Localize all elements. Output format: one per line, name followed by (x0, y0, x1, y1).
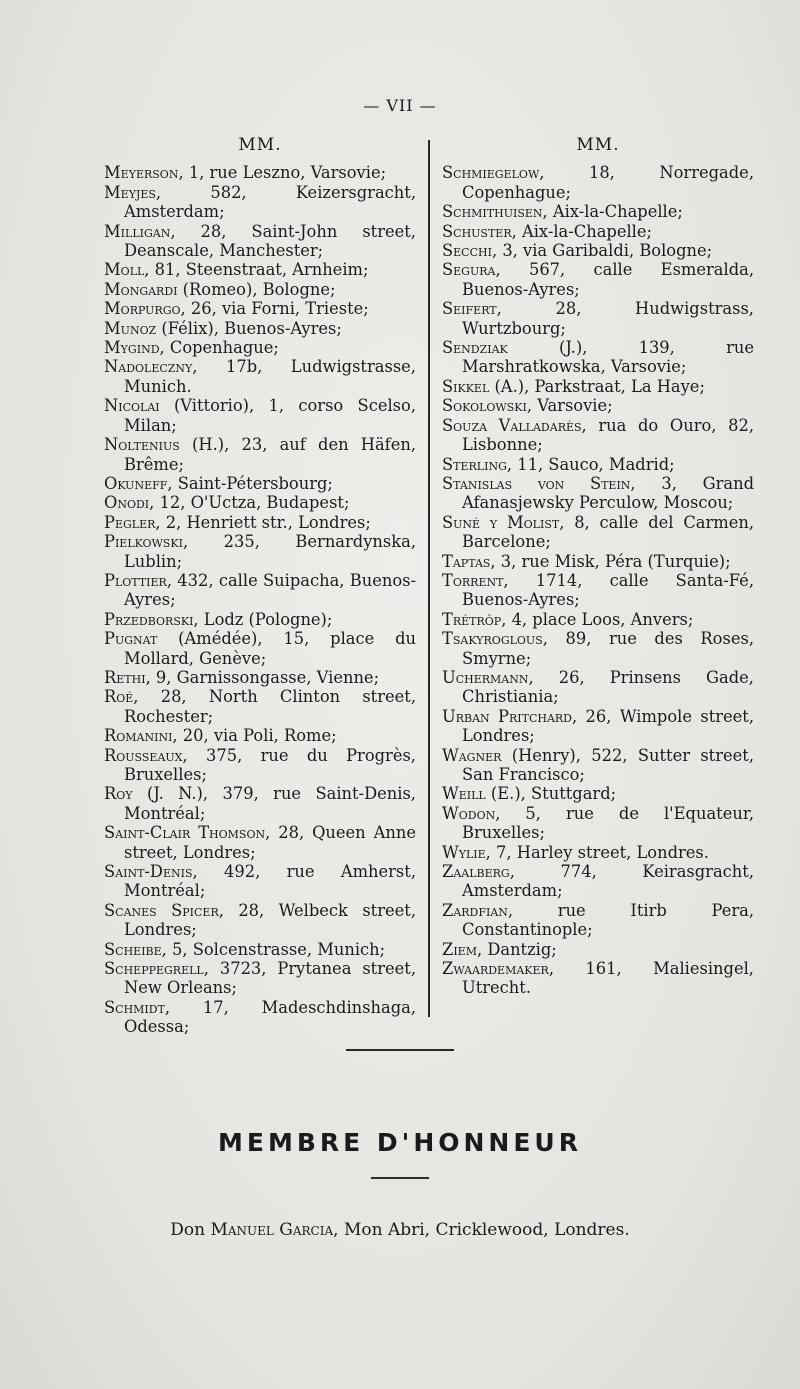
member-entry (104, 338, 416, 357)
member-address: Aix-la-Chapelle; (547, 202, 683, 222)
member-entry (442, 784, 754, 803)
member-name: Wylie, (442, 842, 491, 862)
member-name: Schmidt, (104, 997, 171, 1017)
member-entry (442, 396, 754, 415)
member-address: (H.), 23, auf den Häfen, Brême; (124, 435, 416, 474)
member-name: Scheppegrell, (104, 959, 209, 979)
member-name: Moll, (104, 260, 150, 280)
member-name: Noltenius (104, 435, 180, 455)
section-title: MEMBRE D'HONNEUR (218, 1128, 582, 1157)
member-name: Segura, (442, 260, 501, 280)
member-address: 375, rue du Progrès, Bruxelles; (124, 745, 416, 784)
member-entry (104, 163, 416, 182)
member-address: 28, North Clinton street, Rochester; (124, 687, 416, 726)
member-entry (104, 260, 416, 279)
member-address: 7, Harley street, Londres. (490, 842, 709, 862)
member-entry (442, 338, 754, 377)
member-address: 2, Henriett str., Londres; (160, 512, 371, 532)
member-entry (442, 455, 754, 474)
member-name: Stanislas von Stein, (442, 473, 636, 493)
right-member-list (442, 163, 754, 997)
member-entry (442, 474, 754, 513)
member-entry (104, 940, 416, 959)
member-address: 432, calle Suipacha, Buenos-Ayres; (124, 570, 416, 610)
member-name: Pugnat (104, 629, 158, 649)
member-name: Sterling, (442, 454, 513, 474)
member-address: 492, rue Amherst, Montréal; (124, 862, 416, 901)
member-entry (104, 784, 416, 823)
member-entry (442, 241, 754, 260)
member-name: Rethi, (104, 667, 151, 687)
member-address: (J. N.), 379, rue Saint-Denis, Montréal; (124, 784, 416, 823)
member-entry (104, 396, 416, 435)
member-name: Mygind, (104, 338, 165, 358)
member-name: Weill (442, 784, 486, 804)
member-address: Lodz (Pologne); (198, 609, 333, 629)
member-address: 3723, Prytanea street, New Orleans; (124, 959, 416, 998)
member-address: 3, Grand Afanasjewsky Perculow, Moscou; (462, 473, 754, 513)
member-address: 89, rue des Roses, Smyrne; (462, 629, 754, 668)
honorary-member (0, 1220, 800, 1240)
member-name: Schmiegelow, (442, 163, 545, 183)
member-entry (104, 571, 416, 610)
member-name: Seifert, (442, 299, 502, 319)
member-entry (442, 202, 754, 221)
member-name: Pegler, (104, 512, 161, 532)
member-name: Nicolai (104, 396, 160, 416)
member-address: 1714, calle Santa-Fé, Buenos-Ayres; (462, 570, 754, 610)
member-address: 582, Keizersgracht, Amsterdam; (124, 182, 416, 222)
member-address: 28, Saint-John street, Deanscale, Manchester; (124, 221, 416, 261)
member-entry (442, 571, 754, 610)
member-name: Sikkel (442, 376, 490, 396)
member-address: 11, Sauco, Madrid; (512, 454, 675, 474)
member-name: Saint-Clair Thomson, (104, 823, 271, 843)
member-address: Aix-la-Chapelle; (516, 221, 652, 241)
member-name: Scanes Spicer, (104, 900, 224, 920)
member-entry (104, 532, 416, 571)
member-name: Zardfian, (442, 900, 514, 920)
member-name: Schuster, (442, 221, 517, 241)
member-name: Zaalberg, (442, 862, 515, 882)
member-entry (442, 843, 754, 862)
member-address: 28, Welbeck street, Londres; (124, 900, 416, 940)
member-address: rua do Ouro, 82, Lisbonne; (462, 415, 754, 455)
member-address: Varsovie; (532, 396, 613, 416)
member-address: (Félix), Buenos-Ayres; (156, 318, 342, 338)
left-column (104, 136, 416, 1037)
member-address: 28, Hudwigstrass, Wurtzbourg; (462, 299, 754, 338)
member-entry (104, 474, 416, 493)
honorary-member-name: Manuel Garcia, (210, 1220, 339, 1240)
member-entry (104, 299, 416, 318)
member-entry (104, 901, 416, 940)
page-number: — VII — (363, 96, 437, 115)
member-entry (442, 804, 754, 843)
member-name: Przedborski, (104, 609, 199, 629)
member-address: 20, via Poli, Rome; (177, 726, 337, 746)
member-entry (442, 610, 754, 629)
member-address: 567, calle Esmeralda, Buenos-Ayres; (462, 260, 754, 299)
member-name: Munoz (104, 318, 157, 338)
member-address: 235, Bernardynska, Lublin; (124, 532, 416, 571)
member-entry (442, 901, 754, 940)
member-address: 81, Steenstraat, Arnheim; (149, 260, 369, 280)
member-name: Okuneff, (104, 473, 173, 493)
member-name: Zwaardemaker, (442, 959, 555, 979)
member-name: Romanini, (104, 726, 178, 746)
member-name: Schmithuisen, (442, 202, 548, 222)
member-address: 774, Keirasgracht, Amsterdam; (462, 862, 754, 901)
member-entry (442, 959, 754, 998)
left-column-heading: MM. (238, 135, 282, 155)
member-address: 17, Madeschdinshaga, Odessa; (124, 997, 416, 1037)
member-entry (442, 707, 754, 746)
member-name: Morpurgo, (104, 299, 186, 319)
member-name: Sendziak (442, 338, 508, 358)
member-entry (442, 629, 754, 668)
member-address: (Henry), 522, Sutter street, San Francisco; (462, 745, 754, 784)
member-name: Uchermann, (442, 667, 534, 687)
member-name: Secchi, (442, 241, 498, 261)
right-column-heading: MM. (576, 135, 620, 155)
member-address: 18, Norregade, Copenhague; (462, 163, 754, 202)
member-entry (104, 280, 416, 299)
honorary-member-address: Mon Abri, Cricklewood, Londres. (338, 1220, 630, 1240)
member-name: Plottier, (104, 570, 172, 590)
member-address: (Amédée), 15, place du Mollard, Genève; (124, 629, 416, 668)
member-name: Urban Pritchard, (442, 706, 578, 726)
member-name: Wodon, (442, 803, 501, 823)
member-name: Saint-Denis, (104, 862, 198, 882)
member-address: (J.), 139, rue Marshratkowska, Varsovie; (462, 338, 754, 377)
member-entry (104, 513, 416, 532)
member-entry (104, 435, 416, 474)
title-underline (371, 1177, 429, 1179)
column-divider (428, 140, 430, 1017)
member-address: 26, via Forni, Trieste; (185, 299, 369, 319)
left-member-list (104, 163, 416, 1036)
member-name: Mongardi (104, 279, 178, 299)
member-name: Meyjes, (104, 182, 162, 202)
member-address: Dantzig; (482, 939, 557, 959)
member-address: 5, rue de l'Equateur, Bruxelles; (462, 803, 754, 843)
member-name: Souza Valladarès, (442, 415, 587, 435)
member-address: rue Itirb Pera, Constantinople; (462, 900, 754, 940)
member-address: (E.), Stuttgard; (485, 784, 617, 804)
right-column (442, 136, 754, 998)
member-entry (442, 377, 754, 396)
member-entry (442, 746, 754, 785)
member-address: 1, rue Leszno, Varsovie; (183, 163, 387, 183)
member-name: Suné y Molist, (442, 512, 565, 532)
member-entry (104, 746, 416, 785)
member-entry (104, 687, 416, 726)
member-entry (104, 629, 416, 668)
member-name: Sokolowski, (442, 396, 533, 416)
member-entry (442, 940, 754, 959)
member-name: Trétrôp, (442, 609, 507, 629)
member-address: 12, O'Uctza, Budapest; (154, 493, 350, 513)
member-name: Tsakyroglous, (442, 629, 548, 649)
honorary-prefix: Don (170, 1220, 211, 1240)
member-name: Scheibe, (104, 939, 167, 959)
member-name: Ziem, (442, 939, 483, 959)
member-entry (442, 668, 754, 707)
member-entry (104, 357, 416, 396)
member-address: 28, Queen Anne street, Londres; (124, 823, 416, 862)
member-entry (104, 726, 416, 745)
member-name: Milligan, (104, 221, 176, 241)
member-address: (Vittorio), 1, corso Scelso, Milan; (124, 396, 416, 435)
member-entry (104, 862, 416, 901)
member-entry (442, 299, 754, 338)
member-name: Meyerson, (104, 163, 184, 183)
member-address: 5, Solcenstrasse, Munich; (166, 939, 386, 959)
member-name: Wagner (442, 745, 502, 765)
member-entry (442, 552, 754, 571)
member-entry (104, 998, 416, 1037)
member-entry (104, 668, 416, 687)
member-name: Torrent, (442, 570, 509, 590)
member-entry (104, 319, 416, 338)
member-name: Nadoleczny, (104, 357, 198, 377)
member-address: Copenhague; (164, 338, 279, 358)
member-name: Onodi, (104, 493, 155, 513)
member-address: 26, Wimpole street, Londres; (462, 706, 755, 746)
member-name: Roé, (104, 687, 139, 707)
member-address: 4, place Loos, Anvers; (506, 609, 694, 629)
member-entry (104, 823, 416, 862)
member-address: 8, calle del Carmen, Barcelone; (462, 512, 755, 552)
member-address: 9, Garnissongasse, Vienne; (150, 667, 380, 687)
member-entry (442, 222, 754, 241)
member-address: 3, via Garibaldi, Bologne; (497, 241, 713, 261)
member-entry (442, 416, 754, 455)
member-entry (104, 959, 416, 998)
member-entry (442, 260, 754, 299)
member-address: 161, Maliesingel, Utrecht. (462, 959, 754, 998)
member-name: Taptas, (442, 551, 496, 571)
member-address: 26, Prinsens Gade, Christiania; (462, 667, 754, 707)
member-name: Rousseaux, (104, 745, 188, 765)
section-separator (346, 1049, 454, 1051)
member-entry (442, 513, 754, 552)
member-address: 17b, Ludwigstrasse, Munich. (124, 357, 416, 396)
member-name: Pielkowski, (104, 532, 189, 552)
member-entry (104, 222, 416, 261)
member-address: Saint-Pétersbourg; (172, 473, 333, 493)
member-address: (A.), Parkstraat, La Haye; (489, 376, 705, 396)
member-entry (442, 862, 754, 901)
member-entry (442, 163, 754, 202)
member-address: (Romeo), Bologne; (177, 279, 336, 299)
member-address: 3, rue Misk, Péra (Turquie); (495, 551, 731, 571)
member-entry (104, 610, 416, 629)
member-name: Roy (104, 784, 133, 804)
member-entry (104, 183, 416, 222)
member-entry (104, 493, 416, 512)
